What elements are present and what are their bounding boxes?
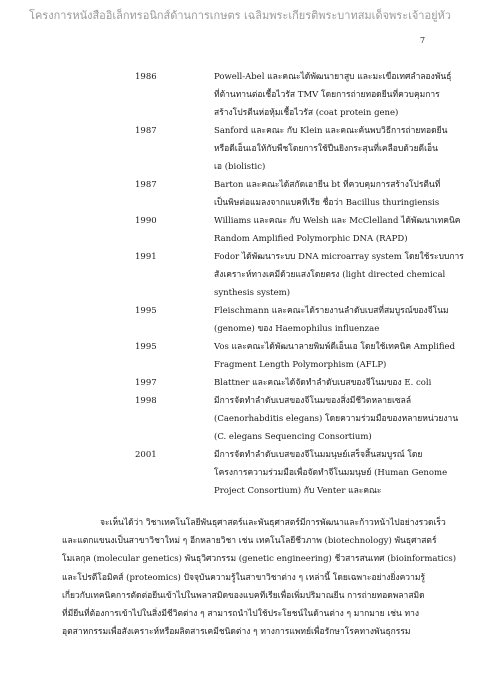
- timeline-description: [214, 122, 448, 176]
- timeline-year: 1991: [135, 252, 157, 262]
- description-line: Fragment Length Polymorphism (AFLP): [214, 360, 387, 370]
- timeline-entry: [0, 248, 480, 302]
- description-line: (C. elegans Sequencing Consortium): [214, 432, 372, 442]
- paragraph-line: เกี่ยวกับเทคนิคการตัดต่อยีนเข้าไปในพลาสมิดของแบคทีเรียเพื่อเพิ่มปริมาณยีน การถ่ายทอดพลาสมิด: [62, 590, 425, 601]
- timeline-entry: [0, 302, 480, 338]
- paragraph-line: โมเลกุล (molecular genetics) พันธุวิศวกรรม (genetic engineering) ชีวสารสนเทศ (bioinformatics): [62, 554, 457, 565]
- timeline-list: [0, 68, 480, 500]
- running-header: โครงการหนังสืออิเล็กทรอนิกส์ด้านการเกษตร เฉลิมพระเกียรติพระบาทสมเด็จพระเจ้าอยู่หัว: [29, 9, 451, 22]
- description-line: Fodor ได้พัฒนาระบบ DNA microarray system โดยใช้ระบบการ: [214, 252, 464, 262]
- timeline-entry: [0, 392, 480, 446]
- description-line: Random Amplified Polymorphic DNA (RAPD): [214, 234, 408, 244]
- paragraph-line: อุตสาหกรรมเพื่อสังเคราะห์หรือผลิตสารเคมีชนิดต่าง ๆ ทางการแพทย์เพื่อรักษาโรคทางพันธุกรรม: [62, 627, 411, 638]
- description-line: มีการจัดทำลำดับเบสของจีโนมของสิ่งมีชีวิตหลายเซลล์: [214, 396, 412, 406]
- timeline-description: [214, 446, 448, 500]
- paragraph-line: ที่มียีนที่ต้องการเข้าไปในสิ่งมีชีวิตต่าง ๆ สามารถนำไปใช้ประโยชน์ในด้านต่าง ๆ มากมาย เช่น ทาง: [62, 609, 420, 620]
- description-line: Powell-Abel และคณะได้พัฒนายาสูบ และมะเขือเทศลำลองพันธุ์: [214, 72, 452, 82]
- description-line: Blattner และคณะได้จัดทำลำดับเบสของจีโนมของ E. coli: [214, 378, 432, 388]
- description-line: Vos และคณะได้พัฒนาลายพิมพ์ดีเอ็นเอ โดยใช้เทคนิค Amplified: [214, 342, 456, 352]
- description-line: สังเคราะห์ทางเคมีด้วยแสงโดยตรง (light directed chemical: [214, 270, 446, 280]
- paragraph-line: จะเห็นได้ว่า วิชาเทคโนโลยีพันธุศาสตร์และพันธุศาสตร์มีการพัฒนาและก้าวหน้าไปอย่างรวดเร็ว: [100, 518, 446, 528]
- description-line: Project Consortium) กับ Venter และคณะ: [214, 486, 382, 496]
- timeline-year: 1986: [135, 72, 157, 82]
- description-line: Sanford และคณะ กับ Klein และคณะค้นพบวิธีการถ่ายทอดยีน: [214, 126, 448, 136]
- paragraph-line: และโปรตีโอมิคส์ (proteomics) ปัจจุบันความรู้ในสาขาวิชาต่าง ๆ เหล่านี้ โดยเฉพาะอย่างยิ่งความรู้: [62, 572, 426, 583]
- description-line: สร้างโปรตีนห่อหุ้มเชื้อไวรัส (coat protein gene): [214, 108, 399, 118]
- timeline-year: 1995: [135, 306, 157, 316]
- timeline-description: [214, 392, 459, 446]
- timeline-year: 1990: [135, 216, 157, 226]
- description-line: มีการจัดทำลำดับเบสของจีโนมมนุษย์เสร็จสิ้นสมบูรณ์ โดย: [214, 450, 423, 460]
- timeline-entry: [0, 176, 480, 212]
- timeline-description: [214, 68, 452, 122]
- description-line: หรือดีเอ็นเอให้กับพืชโดยการใช้ปืนยิงกระสุนที่เคลือบด้วยดีเอ็น: [214, 144, 438, 154]
- timeline-year: 1998: [135, 396, 157, 406]
- timeline-entry: [0, 338, 480, 374]
- timeline-entry: [0, 446, 480, 500]
- description-line: เอ (biolistic): [214, 162, 266, 172]
- description-line: ที่ต้านทานต่อเชื้อไวรัส TMV โดยการถ่ายทอดยีนที่ควบคุมการ: [214, 90, 440, 100]
- timeline-description: [214, 338, 456, 374]
- description-line: (Caenorhabditis elegans) โดยความร่วมมือของหลายหน่วยงาน: [214, 414, 459, 424]
- timeline-description: [214, 212, 461, 248]
- description-line: เป็นพิษต่อแมลงจากแบคทีเรีย ชื่อว่า Bacillus thuringiensis: [214, 198, 440, 208]
- description-line: Barton และคณะได้สกัดเอายีน bt ที่ควบคุมการสร้างโปรตีนที่: [214, 180, 441, 190]
- description-line: โครงการความร่วมมือเพื่อจัดทำจีโนมมนุษย์ (Human Genome: [214, 468, 448, 478]
- description-line: synthesis system): [214, 288, 291, 298]
- page-number: 7: [420, 36, 426, 45]
- timeline-year: 1995: [135, 342, 157, 352]
- timeline-description: [214, 248, 464, 302]
- description-line: (genome) ของ Haemophilus influenzae: [214, 324, 380, 334]
- description-line: Williams และคณะ กับ Welsh และ McClelland ได้พัฒนาเทคนิค: [214, 216, 461, 226]
- body-paragraph: [0, 514, 480, 641]
- timeline-description: [214, 374, 432, 392]
- timeline-entry: [0, 68, 480, 122]
- paragraph-line: และแตกแขนงเป็นสาขาวิชาใหม่ ๆ อีกหลายวิชา เช่น เทคโนโลยีชีวภาพ (biotechnology) พันธุศาสตร์: [62, 536, 437, 547]
- timeline-year: 1987: [135, 126, 157, 136]
- timeline-year: 1987: [135, 180, 157, 190]
- timeline-entry: [0, 122, 480, 176]
- timeline-year: 1997: [135, 378, 157, 388]
- description-line: Fleischmann และคณะได้รายงานลำดับเบสที่สมบูรณ์ของจีโนม: [214, 306, 449, 316]
- timeline-entry: [0, 212, 480, 248]
- timeline-entry: [0, 374, 480, 392]
- timeline-description: [214, 176, 441, 212]
- timeline-year: 2001: [135, 450, 157, 460]
- timeline-description: [214, 302, 449, 338]
